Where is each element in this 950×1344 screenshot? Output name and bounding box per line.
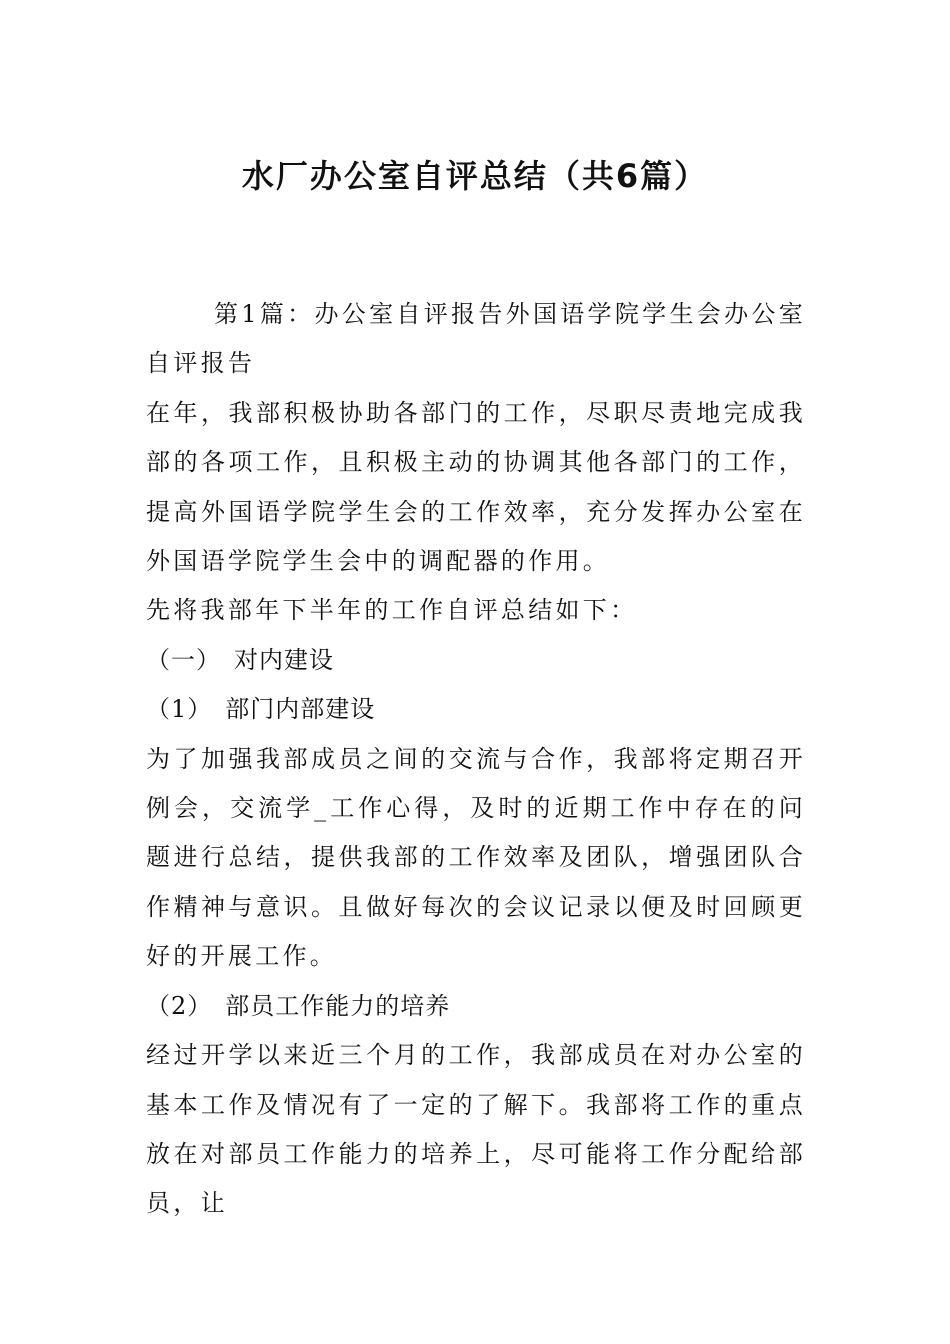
body-paragraph: 先将我部年下半年的工作自评总结如下： bbox=[146, 596, 638, 625]
body-paragraph: 经过开学以来近三个月的工作，我部成员在对办公室的基本工作及情况有了一定的了解下。我部将工作的重点放在对部员工作能力的培养上，尽可能将工作分配给部员，让 bbox=[146, 1041, 806, 1218]
subheading-paragraph: （2） 部员工作能力的培养 bbox=[146, 991, 451, 1020]
document-body bbox=[146, 290, 806, 1229]
subheading-paragraph: （1） 部门内部建设 bbox=[146, 695, 376, 724]
subheading-paragraph: （一） 对内建设 bbox=[146, 645, 334, 674]
section-heading-paragraph: 第1篇：办公室自评报告外国语学院学生会办公室自评报告 bbox=[146, 300, 806, 378]
body-paragraph: 在年，我部积极协助各部门的工作，尽职尽责地完成我部的各项工作，且积极主动的协调其他各部门的工作，提高外国语学院学生会的工作效率，充分发挥办公室在外国语学院学生会中的调配器的作用。 bbox=[146, 398, 806, 576]
body-paragraph: 为了加强我部成员之间的交流与合作，我部将定期召开例会，交流学_工作心得，及时的近期工作中存在的问题进行总结，提供我部的工作效率及团队，增强团队合作精神与意识。且做好每次的会议记录以便及时回顾更好的开展工作。 bbox=[146, 744, 806, 971]
document-title: 水厂办公室自评总结（共6篇） bbox=[241, 157, 709, 195]
